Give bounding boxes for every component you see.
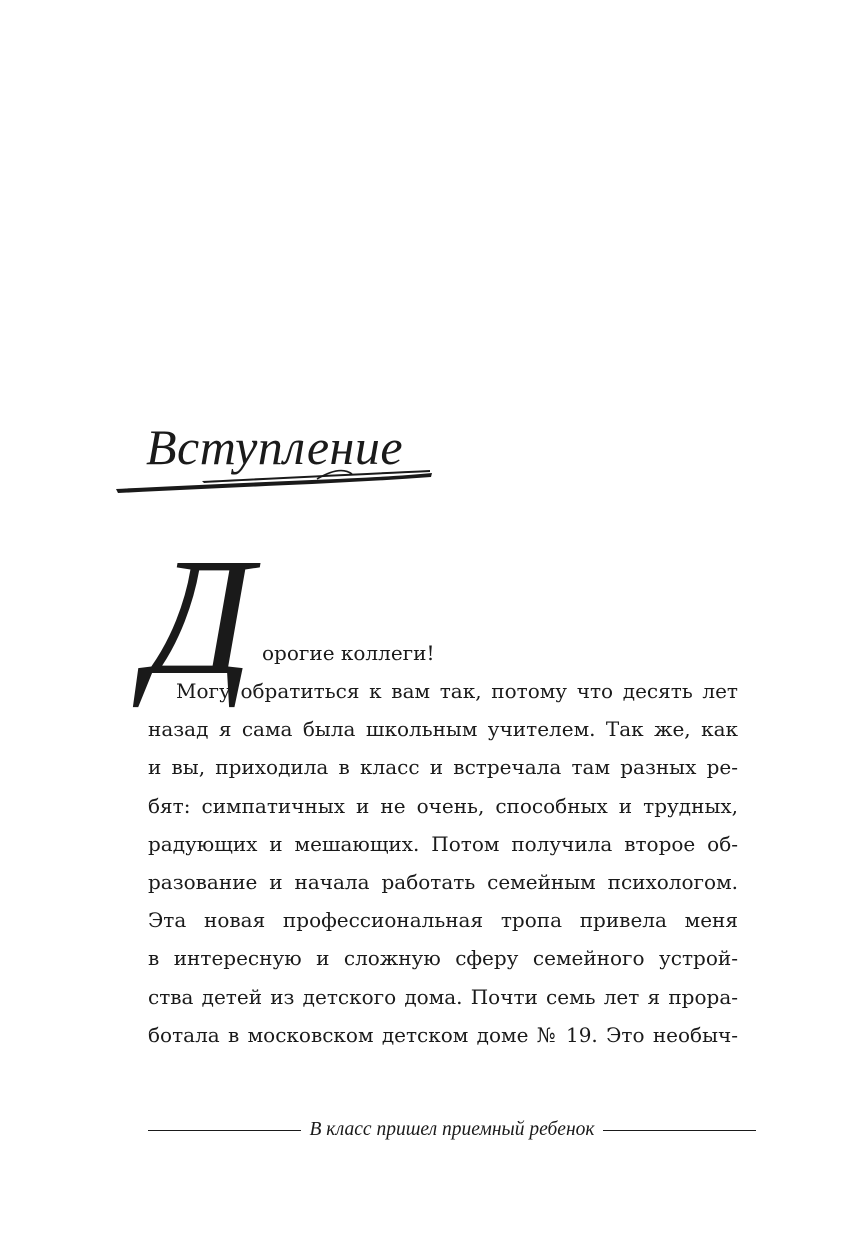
body-line: Эта новая профессиональная тропа привела меня <box>148 908 738 933</box>
body-line: назад я сама была школьным учителем. Так же, как <box>148 717 738 742</box>
title-underline-brushstroke <box>112 456 437 496</box>
body-line: Могу обратиться к вам так, потому что десять лет <box>176 679 738 703</box>
body-line: ботала в московском детском доме № 19. Это необыч- <box>148 1022 738 1047</box>
body-line: и вы, приходила в класс и встречала там разных ре- <box>148 755 738 780</box>
body-line: в интересную и сложную сферу семейного устрой- <box>148 946 738 971</box>
footer-rule-left <box>148 1130 301 1131</box>
brushstroke-main <box>116 473 432 493</box>
body-line: ства детей из детского дома. Почти семь лет я прора- <box>148 984 738 1009</box>
body-paragraph <box>148 672 738 1054</box>
body-line: разование и начала работать семейным психологом. <box>148 869 738 894</box>
running-title: В класс пришел приемный ребенок <box>309 1119 595 1140</box>
salutation-line: орогие коллеги! <box>262 641 435 665</box>
drop-cap-letter: Д <box>146 524 253 710</box>
body-line: бят: симпатичных и не очень, способных и трудных, <box>148 793 738 818</box>
running-footer <box>148 1114 756 1146</box>
chapter-title: Вступление <box>146 419 404 475</box>
footer-rule-right <box>603 1130 756 1131</box>
body-line: радующих и мешающих. Потом получила второе об- <box>148 831 738 856</box>
